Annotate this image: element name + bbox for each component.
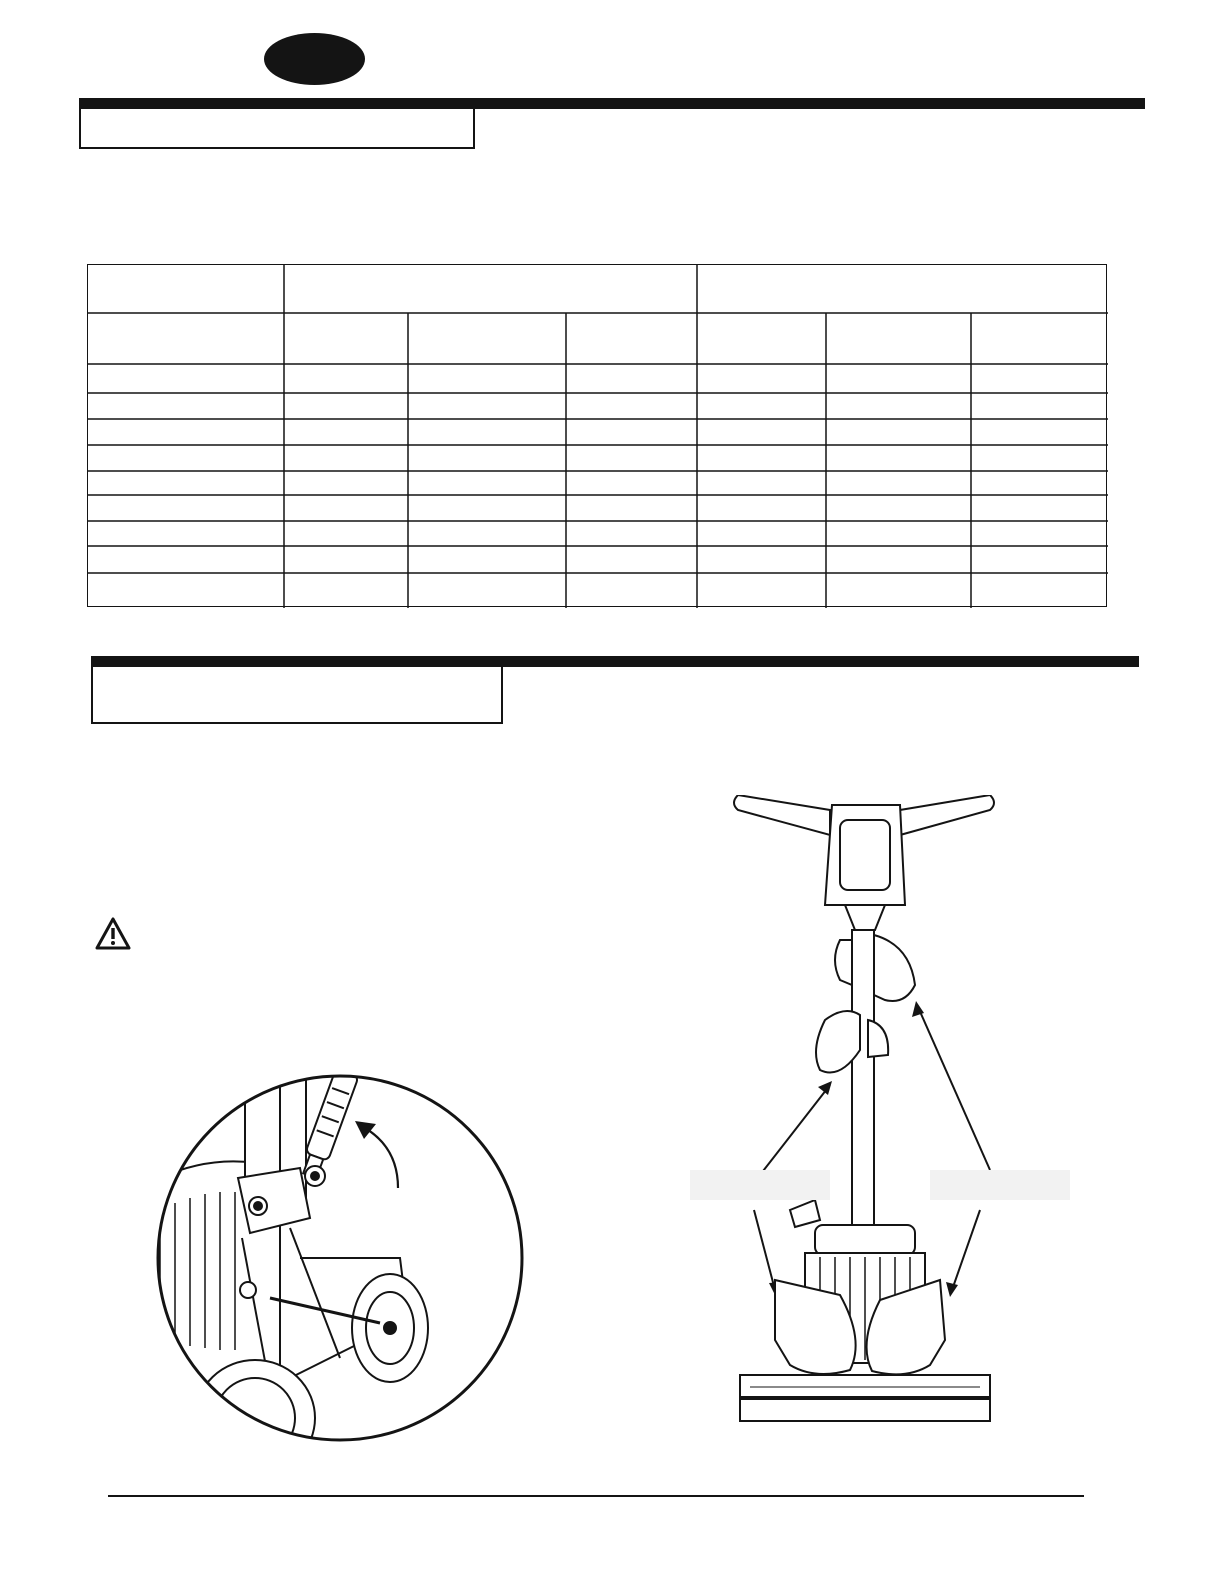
handle-lever-detail-figure	[150, 1058, 532, 1450]
warning-triangle-icon	[95, 917, 131, 950]
spec-table-grid	[88, 265, 1108, 608]
section-two-rule	[91, 656, 1139, 667]
section-two-title-box	[91, 667, 503, 724]
spec-table	[87, 264, 1107, 607]
language-marker-badge	[264, 33, 365, 85]
section-one-title-box	[79, 109, 475, 149]
floor-machine-lifting-figure	[690, 795, 1088, 1435]
section-one-rule	[79, 98, 1145, 109]
label-box-left	[690, 1170, 830, 1200]
label-box-right	[930, 1170, 1070, 1200]
footer-rule	[108, 1495, 1084, 1497]
